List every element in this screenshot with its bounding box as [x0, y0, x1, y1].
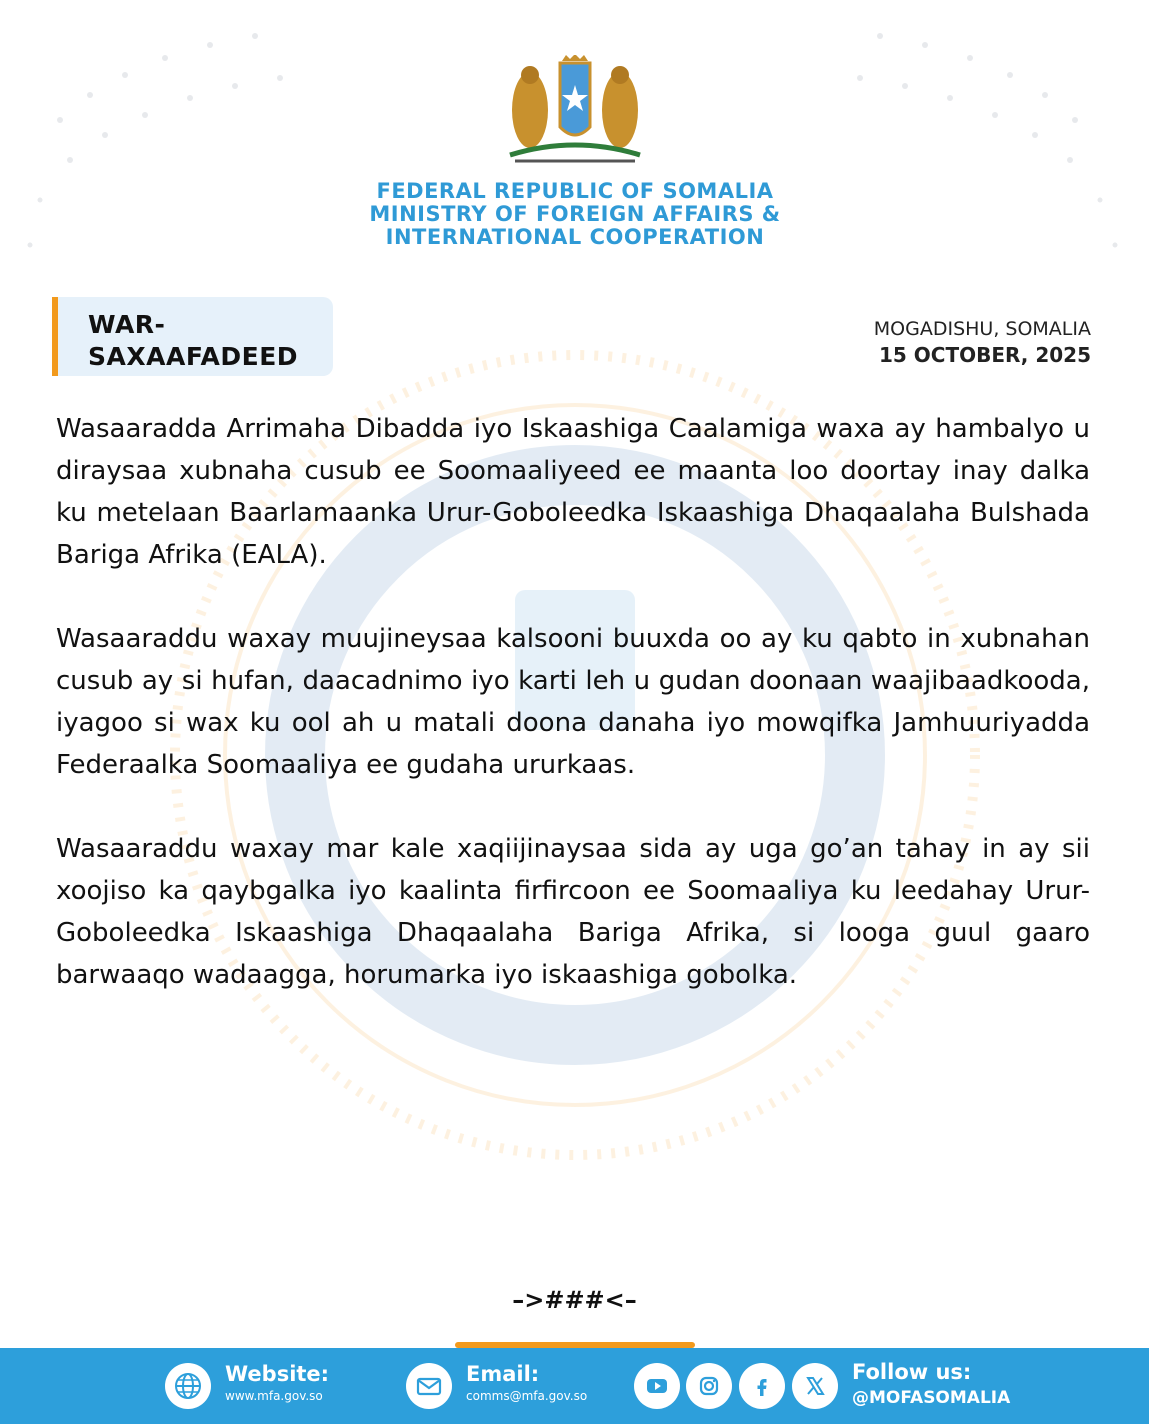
mail-icon[interactable] [406, 1363, 452, 1409]
ministry-title [300, 180, 850, 249]
email-link[interactable]: comms@mfa.gov.so [466, 1389, 588, 1403]
dateline [874, 316, 1091, 368]
title-line-1: FEDERAL REPUBLIC OF SOMALIA [376, 179, 774, 203]
instagram-icon[interactable] [686, 1363, 732, 1409]
badge-line-1: WAR- [88, 310, 166, 339]
badge-line-2: SAXAAFADEED [88, 342, 299, 371]
footer-bar [0, 1348, 1149, 1424]
press-release-badge [52, 297, 333, 376]
coat-of-arms-emblem [500, 55, 650, 175]
youtube-icon[interactable] [634, 1363, 680, 1409]
title-line-3: INTERNATIONAL COOPERATION [385, 225, 765, 249]
end-mark: –>###<– [512, 1286, 637, 1314]
dateline-date: 15 OCTOBER, 2025 [878, 343, 1091, 367]
follow-label: Follow us: [852, 1360, 972, 1384]
body-paragraph-1: Wasaaradda Arrimaha Dibadda iyo Iskaashiga Caalamiga waxa ay hambalyo u diraysaa xubnaha cusub ee Soomaaliyeed ee maanta loo doortay inay dalka ku metelaan Baarlamaanka Urur-Goboleedka Iskaashiga Dhaqaalaha Bulshada Bariga Afrika (EALA). [56, 414, 1090, 570]
press-release-body [56, 408, 1090, 1038]
website-label: Website: [225, 1362, 330, 1386]
body-paragraph-2: Wasaaraddu waxay muujineysaa kalsooni buuxda oo ay ku qabto in xubnahan cusub ay si hufan, daacadnimo iyo karti leh u gudan doonaan waajibaadkooda, iyagoo si wax ku ool ah u matali doona danaha iyo mowqifka Jamhuuriyadda Federaalka Soomaaliya ee gudaha ururkaas. [56, 624, 1090, 780]
title-line-2: MINISTRY OF FOREIGN AFFAIRS & [369, 202, 781, 226]
dateline-place: MOGADISHU, SOMALIA [873, 318, 1091, 340]
facebook-icon[interactable] [739, 1363, 785, 1409]
social-handle[interactable]: @MOFASOMALIA [852, 1388, 1011, 1408]
body-paragraph-3: Wasaaraddu waxay mar kale xaqiijinaysaa sida ay uga go’an tahay in ay sii xoojiso ka qaybgalka iyo kaalinta firfircoon ee Soomaaliya ku leedahay Urur-Goboleedka Iskaashiga Dhaqaalaha Bariga Afrika, si looga guul gaaro barwaaqo wadaagga, horumarka iyo iskaashiga gobolka. [56, 834, 1090, 990]
globe-icon[interactable] [165, 1363, 211, 1409]
website-link[interactable]: www.mfa.gov.so [225, 1389, 323, 1403]
x-icon[interactable] [792, 1363, 838, 1409]
email-label: Email: [466, 1362, 540, 1386]
